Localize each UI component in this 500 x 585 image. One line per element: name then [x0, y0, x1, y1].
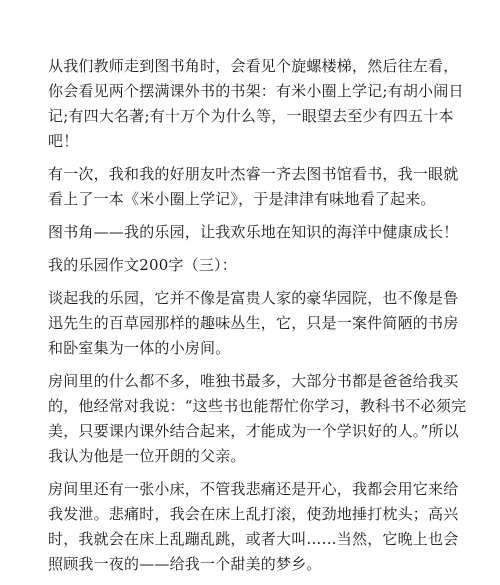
document-body: [48, 54, 468, 585]
paragraph-book-corner: 图书角——我的乐园，让我欢乐地在知识的海洋中健康成长！: [48, 223, 459, 241]
paragraph-books-room: 房间里的什么都不多，唯独书最多，大部分书都是爸爸给我买的，他经常对我说：“这些书也能帮忙你学习，教科书不必须完美，只要课内课外结合起来，才能成为一个学识好的人。”所以我认为他是一位开朗的父亲。: [48, 372, 467, 465]
paragraph-small-bed: 房间里还有一张小床，不管我悲痛还是开心，我都会用它来给我发泄。悲痛时，我会在床上乱打滚，使劲地捶打枕头；高兴时，我就会在床上乱蹦乱跳，或者大叫……当然，它晚上也会照顾我一夜的——给我一个甜美的梦乡。: [48, 480, 459, 573]
paragraph-library-visit: 有一次，我和我的好朋友叶杰睿一齐去图书馆看书，我一眼就看上了一本《米小圈上学记》，于是津津有味地看了起来。: [48, 165, 459, 208]
essay-heading: 我的乐园作文200字（三）：: [48, 256, 237, 274]
paragraph-bookshelf: 从我们教师走到图书角时，会看见个旋螺楼梯，然后往左看，你会看见两个摆满课外书的书架：有米小圈上学记;有胡小闹日记;有四大名著;有十万个为什么等，一眼望去至少有四五十本吧！: [48, 57, 464, 150]
paragraph-my-paradise: 谈起我的乐园，它并不像是富贵人家的豪华园院，也不像是鲁迅先生的百草园那样的趣味丛生，它，只是一案件简陋的书房和卧室集为一体的小房间。: [48, 289, 459, 357]
